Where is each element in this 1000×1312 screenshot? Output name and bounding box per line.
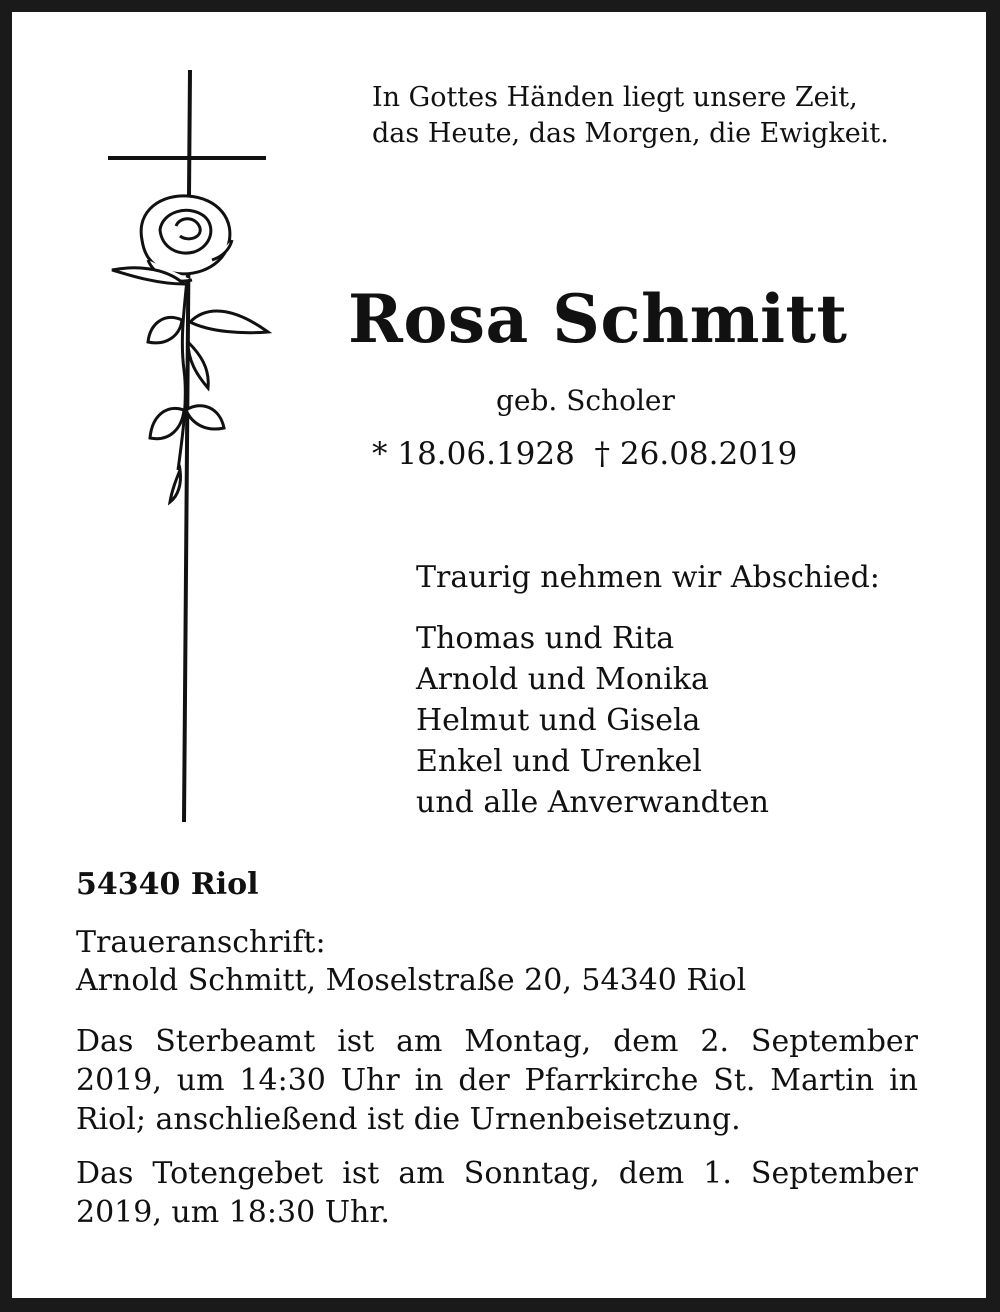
life-dates: * 18.06.1928 † 26.08.2019 xyxy=(372,436,798,472)
list-item: und alle Anverwandten xyxy=(416,785,769,820)
maiden-name: geb. Scholer xyxy=(496,384,675,417)
motto-line-2: das Heute, das Morgen, die Ewigkeit. xyxy=(372,118,889,149)
list-item: Helmut und Gisela xyxy=(416,703,701,738)
list-item: Thomas und Rita xyxy=(416,621,675,656)
mourner-list xyxy=(416,618,769,823)
prayer-info: Das Totengebet ist am Sonntag, dem 1. September 2019, um 18:30 Uhr. xyxy=(76,1156,918,1230)
deceased-name: Rosa Schmitt xyxy=(348,280,848,358)
mourning-address-label: Traueranschrift: xyxy=(76,925,326,960)
farewell-heading: Traurig nehmen wir Abschied: xyxy=(416,560,880,595)
cross-with-rose-icon xyxy=(92,70,292,830)
motto-verse xyxy=(372,80,972,152)
list-item: Arnold und Monika xyxy=(416,662,709,697)
mourning-address-value: Arnold Schmitt, Moselstraße 20, 54340 Riol xyxy=(76,963,747,998)
list-item: Enkel und Urenkel xyxy=(416,744,702,779)
obituary-notice xyxy=(12,12,986,1298)
location: 54340 Riol xyxy=(76,867,259,902)
motto-line-1: In Gottes Händen liegt unsere Zeit, xyxy=(372,82,858,113)
mourning-address xyxy=(76,924,746,1000)
requiem-info: Das Sterbeamt ist am Montag, dem 2. September 2019, um 14:30 Uhr in der Pfarrkirche St. Martin in Riol; anschließend ist die Urnenbeisetzung. xyxy=(76,1024,918,1137)
